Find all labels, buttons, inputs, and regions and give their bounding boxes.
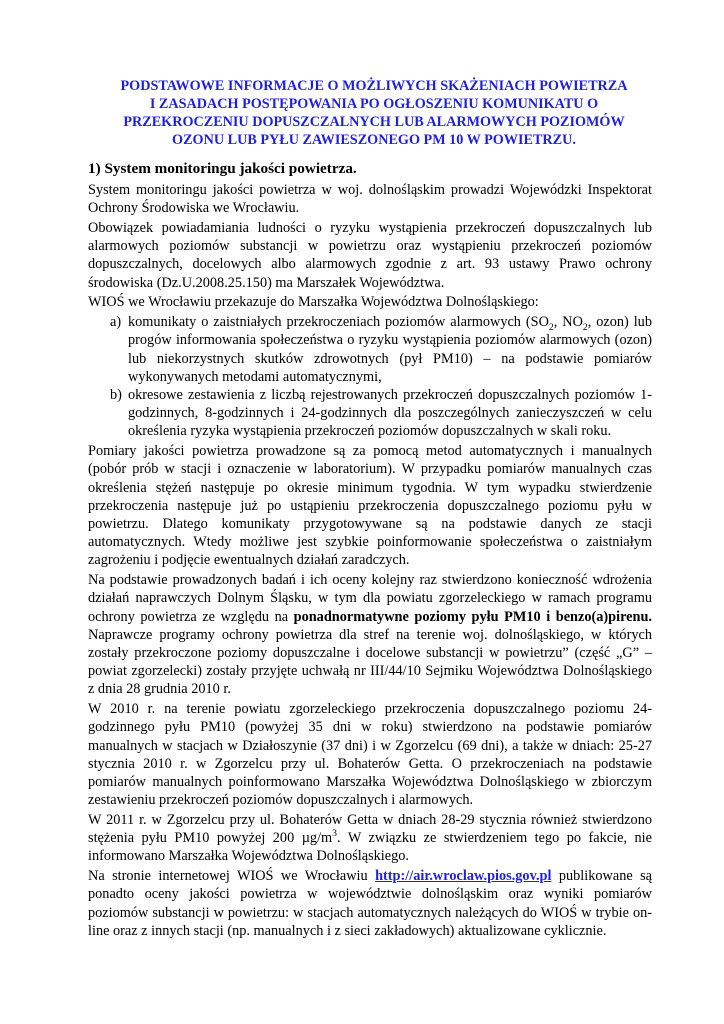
wios-website-link[interactable]: http://air.wroclaw.pios.gov.pl (375, 868, 552, 885)
section-heading: 1) System monitoringu jakości powietrza. (88, 160, 357, 177)
highlight-pollutants: ponadnormatywne poziomy pyłu PM10 i benzo(a)pirenu. (293, 608, 652, 625)
paragraph-measurement-methods: Pomiary jakości powietrza prowadzone są za pomocą metod automatycznych i manualnych (pobór prób w stacji i oznaczenie w laboratorium). W przypadku pomiarów manualnych czas określenia stężeń następuje po okresie minimum tygodnia. W tym wypadku stwierdzenie przekroczenia następuje już po ustąpieniu przekroczenia dopuszczalnego poziomu pyłu w powietrzu. Dlatego komunikaty przygotowywane są na podstawie danych ze stacji automatycznych. Wtedy możliwe jest szybkie poinformowanie społeczeństwa o zaistniałym zagrożeniu i podjęcie ewentualnych działań zaradczych. (88, 443, 652, 569)
document-body (88, 181, 652, 942)
title-line-2: I ZASADACH POSTĘPOWANIA PO OGŁOSZENIU KOMUNIKATU O (149, 96, 599, 112)
paragraph-notification-duty: Obowiązek powiadamiania ludności o ryzyku wystąpienia przekroczeń dopuszczalnych lub alarmowych poziomów substancji w powietrzu oraz wystąpieniu przekroczeń poziomów dopuszczalnych, docelowych albo alarmowych zgodnie z art. 93 ustawy Prawo ochrony środowiska (Dz.U.2008.25.150) ma Marszałek Województwa. (88, 220, 652, 291)
paragraph-monitoring-operator: System monitoringu jakości powietrza w woj. dolnośląskim prowadzi Wojewódzki Inspektorat Ochrony Środowiska we Wrocławiu. (88, 182, 652, 217)
transfer-list (88, 313, 652, 440)
list-item: b) okresowe zestawienia z liczbą rejestrowanych przekroczeń dopuszczalnych poziomów 1-godzinnych, 8-godzinnych i 24-godzinnych dla poszczególnych zanieczyszczeń w celu określenia ryzyka wystąpienia przekroczeń poziomów dopuszczalnych w skali roku. (110, 387, 652, 440)
paragraph-wios-transfers: WIOŚ we Wrocławiu przekazuje do Marszałka Województwa Dolnośląskiego: (88, 294, 539, 311)
title-line-1: PODSTAWOWE INFORMACJE O MOŻLIWYCH SKAŻENIACH POWIETRZA (120, 78, 628, 94)
paragraph-2010-exceedances: W 2010 r. na terenie powiatu zgorzeleckiego przekroczenia dopuszczalnego poziomu 24-godzinnego pyłu PM10 (powyżej 35 dni w roku) stwierdzono na podstawie pomiarów manualnych w stacjach w Działoszynie (37 dni) i w Zgorzelcu (69 dni), a także w dniach: 25-27 stycznia 2010 r. w Zgorzelcu przy ul. Bohaterów Getta. O przekroczeniach na podstawie pomiarów manualnych poinformowano Marszałka Województwa Dolnośląskiego w zbiorczym zestawieniu przekroczeń poziomów dopuszczalnych i alarmowych. (88, 701, 652, 809)
title-line-4: OZONU LUB PYŁU ZAWIESZONEGO PM 10 W POWIETRZU. (172, 132, 576, 148)
document-title (88, 77, 660, 149)
paragraph-remedial-programs: Na podstawie prowadzonych badań i ich oceny kolejny raz stwierdzono konieczność wdrożenia działań naprawczych Dolnym Śląsku, w tym dla powiatu zgorzeleckiego w ramach programu ochrony powietrza ze względu na ponadnormatywne poziomy pyłu PM10 i benzo(a)pirenu. Naprawcze programy ochrony powietrza dla stref na terenie woj. dolnośląskiego, w których zostały przekroczone poziomy dopuszczalne i docelowe substancji w powietrzu” (część „G” – powiat zgorzelecki) zostały przyjęte uchwałą nr III/44/10 Sejmiku Województwa Dolnośląskiego z dnia 28 grudnia 2010 r. (88, 572, 652, 698)
list-item: a) komunikaty o zaistniałych przekroczeniach poziomów alarmowych ($SO_2$, $NO_2$, ozon) lub progów informowania społeczeństwa o ryzyku wystąpienia poziomów alarmowych (ozon) lub niekorzystnych skutków zdrowotnych (pył PM10) – na podstawie pomiarów wykonywanych metodami automatycznymi, (110, 314, 652, 385)
paragraph-website: Na stronie internetowej WIOŚ we Wrocławiu http://air.wroclaw.pios.gov.pl publikowane są ponadto oceny jakości powietrza w województwie dolnośląskim oraz wyniki pomiarów poziomów substancji w powietrzu: w stacjach automatycznych należących do WIOŚ w trybie on-line oraz z innych stacji (np. manualnych i z sieci zakładowych) aktualizowane cyklicznie. (88, 868, 652, 939)
title-line-3: PRZEKROCZENIU DOPUSZCZALNYCH LUB ALARMOWYCH POZIOMÓW (123, 114, 625, 130)
paragraph-2011-exceedances: W 2011 r. w Zgorzelcu przy ul. Bohaterów Getta w dniach 28-29 stycznia również stwierdzono stężenia pyłu PM10 powyżej 200 $\mu g/m^3$. W związku ze stwierdzeniem tego po fakcie, nie informowano Marszałka Województwa Dolnośląskiego. (88, 812, 652, 865)
list-marker: b) (110, 387, 122, 404)
list-marker: a) (110, 314, 122, 331)
